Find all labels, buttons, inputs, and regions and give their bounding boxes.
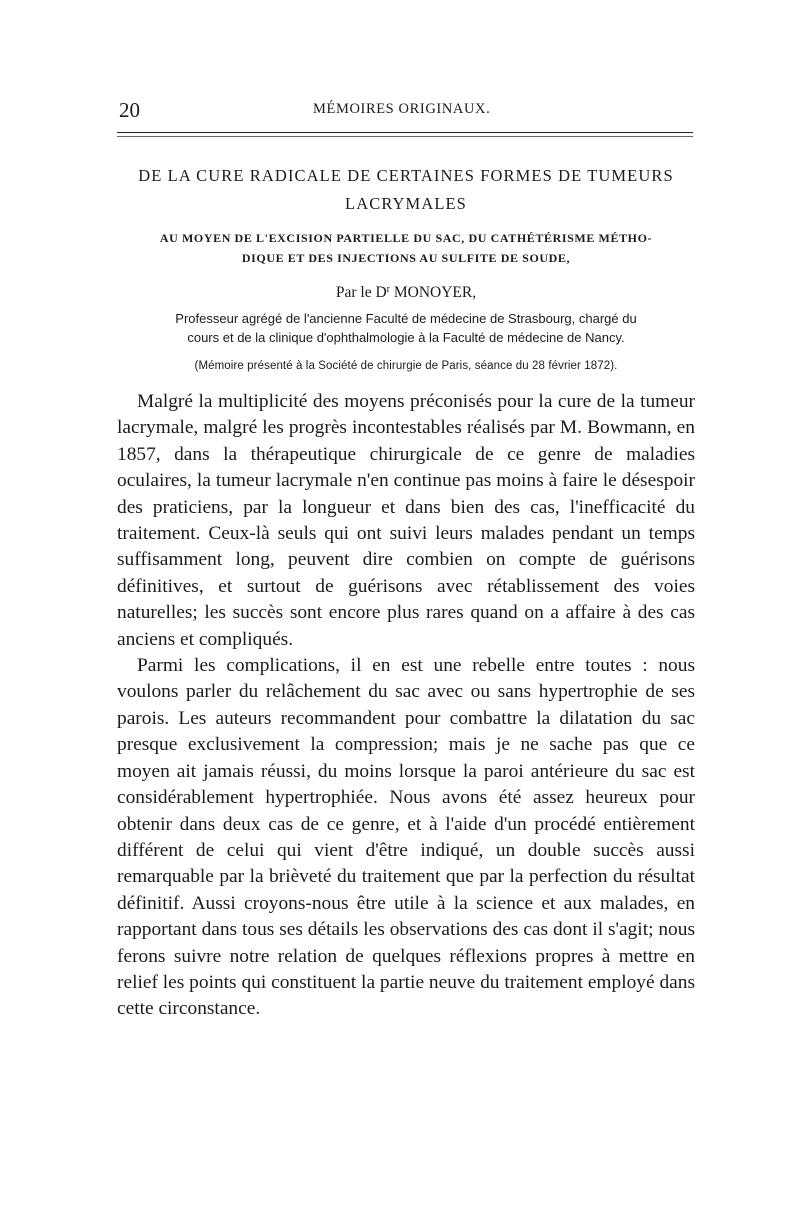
author-title-superscript: r bbox=[386, 284, 390, 295]
body-paragraph-1: Malgré la multiplicité des moyens préconisés pour la cure de la tumeur lacrymale, malgré les progrès incontestables réalisés par M. Bowmann, en 1857, dans la thérapeutique chirurgicale de ce genre de maladies oculaires, la tumeur lacrymale n'en continue pas moins à faire le désespoir des praticiens, par la longueur et dans bien des cas, l'inefficacité du traitement. Ceux-là seuls qui ont suivi leurs malades pendant un temps suffisamment long, peuvent dire combien on compte de guérisons définitives, et surtout de guérisons avec rétablissement des voies naturelles; les succès sont encore plus rares quand on a affaire à des cas anciens et compliqués. bbox=[117, 391, 695, 650]
article-subtitle: AU MOYEN DE L'EXCISION PARTIELLE DU SAC, DU CATHÉTÉRISME MÉTHO- DIQUE ET DES INJECTIONS AU SULFITE DE SOUDE, bbox=[159, 231, 653, 265]
author-line bbox=[117, 280, 695, 303]
author-name: MONOYER, bbox=[390, 284, 477, 301]
document-page bbox=[117, 92, 695, 1023]
author-affiliation: Professeur agrégé de l'ancienne Faculté de médecine de Strasbourg, chargé du cours et de la clinique d'ophthalmologie à la Faculté de médecine de Nancy. bbox=[175, 311, 637, 345]
presentation-note: (Mémoire présenté à la Société de chirurgie de Paris, séance du 28 février 1872). bbox=[194, 360, 618, 372]
running-title: MÉMOIRES ORIGINAUX. bbox=[313, 101, 491, 117]
header-rule-thin bbox=[117, 136, 693, 137]
body-paragraph-2: Parmi les complications, il en est une rebelle entre toutes : nous voulons parler du relâchement du sac avec ou sans hypertrophie de ses parois. Les auteurs recommandent pour combattre la dilatation du sac presque exclusivement la compression; mais je ne sache pas que ce moyen ait jamais réussi, du moins lorsque la paroi antérieure du sac est considérablement hypertrophiée. Nous avons été assez heureux pour obtenir dans deux cas de ce genre, et à l'aide d'un procédé entièrement différent de celui qui vient d'être indiqué, un double succès aussi remarquable par la brièveté du traitement que par la perfection du résultat définitif. Aussi croyons-nous être utile à la science et aux malades, en rapportant dans tous ses détails les observations des cas dont il s'agit; nous ferons suivre notre relation de quelques réflexions propres à mettre en relief les points qui constituent la partie neuve du traitement employé dans cette circonstance. bbox=[117, 655, 695, 1020]
author-prefix: Par le D bbox=[335, 284, 387, 301]
header-rule bbox=[117, 132, 693, 133]
running-header bbox=[117, 92, 695, 122]
article-body bbox=[117, 389, 695, 1023]
article-title: DE LA CURE RADICALE DE CERTAINES FORMES DE TUMEURS LACRYMALES bbox=[138, 166, 674, 213]
page-number: 20 bbox=[119, 98, 140, 122]
